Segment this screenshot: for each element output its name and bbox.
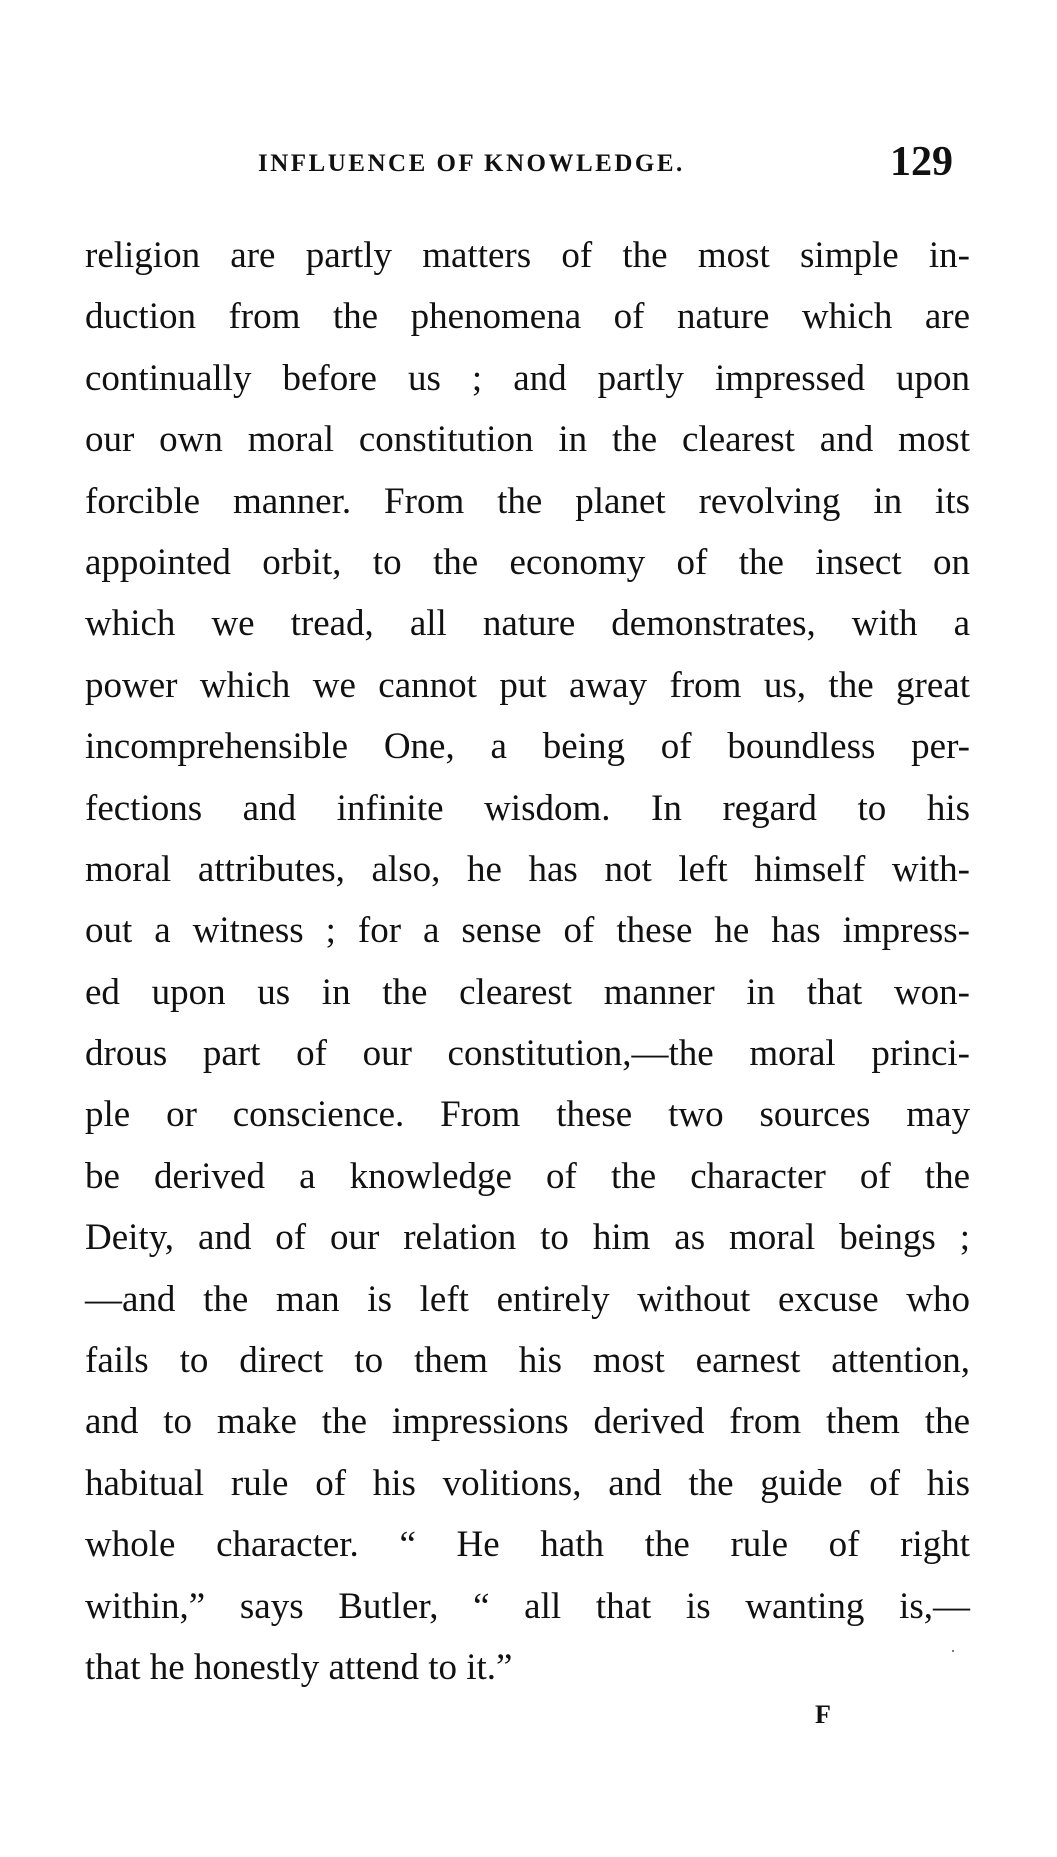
signature-mark: F	[815, 1700, 831, 1729]
text-line: our own moral constitution in the clearest and most	[85, 419, 970, 461]
text-line: fections and infinite wisdom. In regard to his	[85, 787, 970, 829]
text-line: whole character. “ He hath the rule of right	[85, 1524, 970, 1566]
text-line: Deity, and of our relation to him as moral beings ;	[85, 1217, 970, 1259]
text-line: —and the man is left entirely without excuse who	[85, 1278, 970, 1320]
text-line: ed upon us in the clearest manner in that won-	[85, 971, 970, 1013]
text-line: religion are partly matters of the most simple in-	[85, 235, 970, 276]
text-line-last: that he honestly attend to it.”	[85, 1646, 513, 1688]
text-line: within,” says Butler, “ all that is wanting is,—	[85, 1585, 970, 1627]
text-line: duction from the phenomena of nature which are	[85, 296, 970, 338]
text-line: appointed orbit, to the economy of the insect on	[85, 541, 970, 583]
print-speck	[952, 1650, 954, 1652]
text-line: continually before us ; and partly impressed upon	[85, 357, 970, 399]
text-line: fails to direct to them his most earnest attention,	[85, 1340, 970, 1382]
text-line: forcible manner. From the planet revolving in its	[85, 480, 970, 522]
text-line: drous part of our constitution,—the moral princi-	[85, 1033, 970, 1075]
text-line: ple or conscience. From these two sources may	[85, 1094, 970, 1136]
text-line: incomprehensible One, a being of boundless per-	[85, 726, 970, 768]
body-text	[85, 225, 970, 1698]
running-head: INFLUENCE OF KNOWLEDGE.	[258, 150, 685, 177]
text-line: which we tread, all nature demonstrates, with a	[85, 603, 970, 645]
text-line: power which we cannot put away from us, the great	[85, 664, 970, 706]
text-line: be derived a knowledge of the character of the	[85, 1155, 970, 1197]
page-number: 129	[890, 139, 953, 185]
text-line: moral attributes, also, he has not left himself with-	[85, 848, 970, 890]
text-line: out a witness ; for a sense of these he has impress-	[85, 910, 970, 952]
text-line: and to make the impressions derived from them the	[85, 1401, 970, 1443]
text-line: habitual rule of his volitions, and the guide of his	[85, 1462, 970, 1504]
